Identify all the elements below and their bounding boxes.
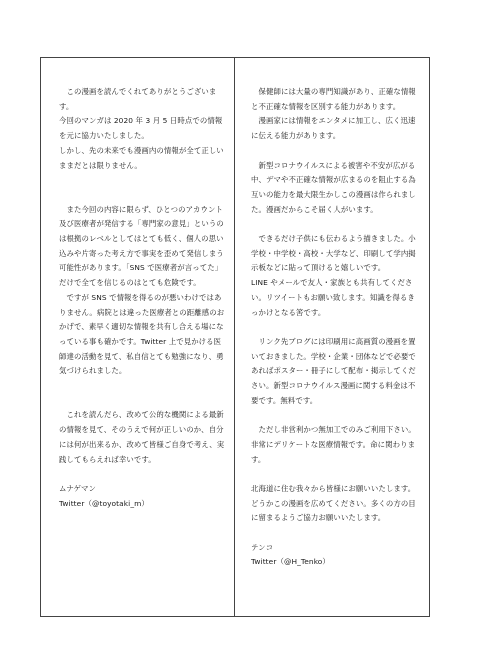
right-paragraph-request: 北海道に住む我々から皆様にお願いいたします。どうかこの漫画を広めてください。多くの方の目に留まるようご協力お願いいたします。	[251, 483, 416, 523]
left-author-name: ムナゲマン	[59, 483, 97, 493]
right-author-twitter: Twitter（@H_Tenko）	[251, 557, 330, 567]
left-paragraph-sns-caution: また今回の内容に限らず、ひとつのアカウント及び医療者が発信する「専門家の意見」というのは根拠のレベルとしてはとても低く、個人の思い込みや片寄った考え方で事実を歪めて発信しまう可能性があります。「SNS で医療者が言ってた」だけで全てを信じるのはとても危険です。 ですが SNS で情報を得るのが悪いわけではありません。病院とは違った医療者との距離感のおかげで、素早く適切な情報を共有し合える場になっている事も確かです。Twitter 上で見かける医師達の活動を見て、私自信とても勉強になり、勇気づけられました。	[59, 204, 225, 376]
left-author-twitter: Twitter（@toyotaki_m）	[59, 498, 149, 508]
left-paragraph-closing: これを読んだら、改めて公的な機関による最新の情報を見て、そのうえで何が正しいのか、自分には何が出来るか、改めて皆様ご自身で考え、実践してもらえれば幸いです。	[59, 410, 225, 464]
right-column	[235, 58, 429, 616]
right-paragraph-roles: 保健師には大量の専門知識があり、正確な情報と不正確な情報を区別する能力があります。 漫画家には情報をエンタメに加工し、広く迅速に伝える能力があります。	[251, 87, 416, 141]
right-author-name: テンコ	[251, 542, 274, 552]
two-column-frame	[40, 57, 430, 617]
right-paragraph-share: できるだけ子供にも伝わるよう描きました。小学校・中学校・高校・大学など、印刷して学内掲示板などに貼って頂けると嬉しいです。 LINE やメールで友人・家族とも共有してください。リツイートもお願い致します。知識を得るきっかけとなる筈です。	[251, 234, 416, 317]
right-paragraph-usage: ただし非営利かつ無加工でのみご利用下さい。非常にデリケートな医療情報です。命に関わります。	[251, 425, 416, 464]
left-column	[41, 58, 235, 616]
left-paragraph-thanks: この漫画を読んでくれてありがとうございます。 今回のマンガは 2020 年 3 月 5 日時点での情報を元に協力いたしました。 しかし、先の未来でも漫画内の情報が全て正しいままだとは限りません。	[59, 87, 224, 170]
right-paragraph-print: リンク先ブログには印刷用に高画質の漫画を置いておきました。学校・企業・団体などで必要であればポスター・冊子にして配布・掲示してください。新型コロナウイルス漫画に関する料金は不要です。無料です。	[251, 336, 416, 405]
right-paragraph-purpose: 新型コロナウイルスによる被害や不安が広がる中、デマや不正確な情報が広まるのを阻止する為互いの能力を最大限生かしこの漫画は作られました。漫画だからこそ届く人がいます。	[251, 160, 416, 214]
